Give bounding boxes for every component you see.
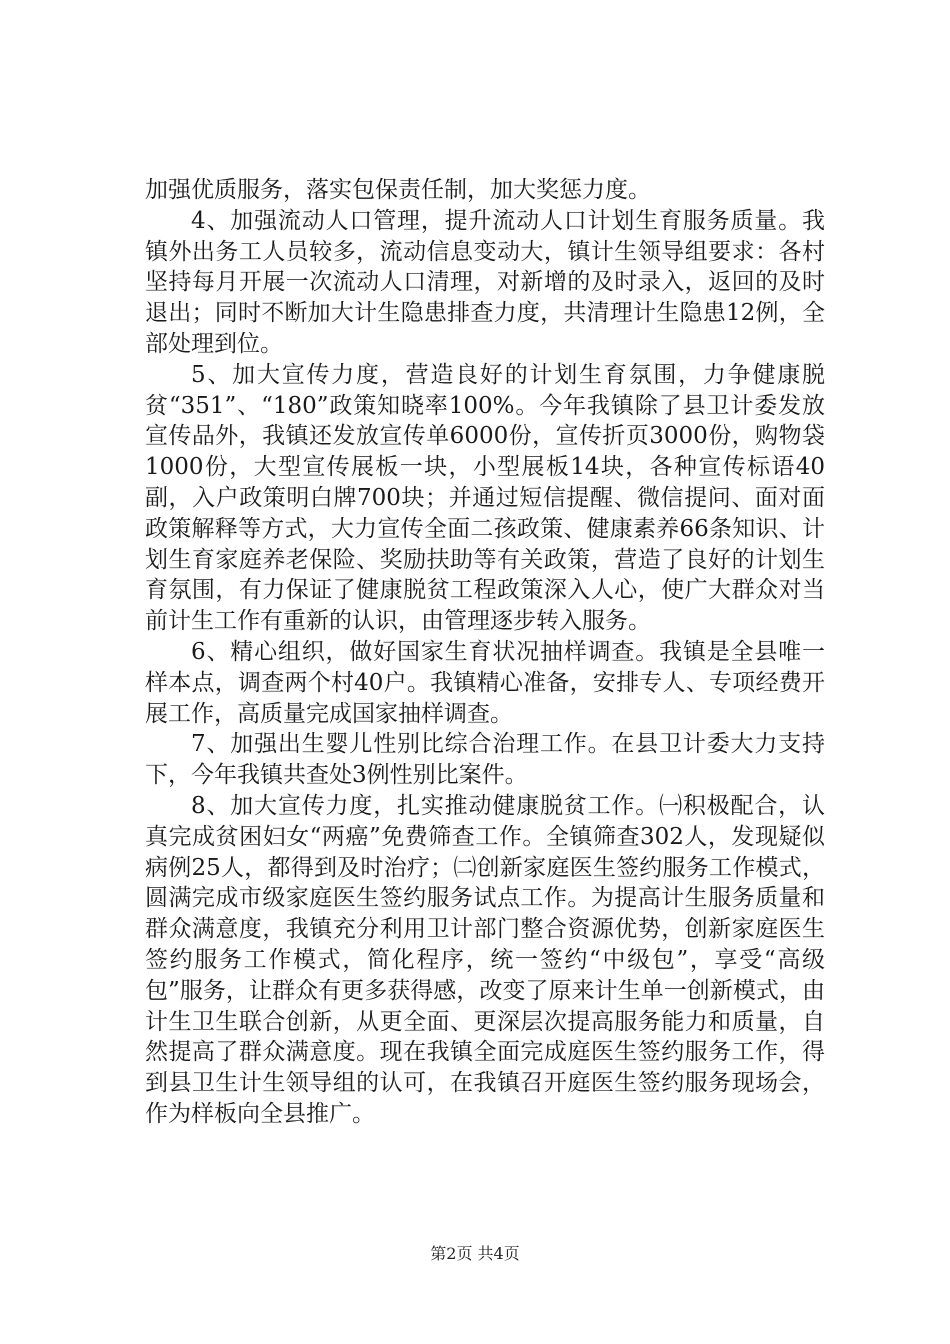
paragraph-6: 8、加大宣传力度，扎实推动健康脱贫工作。㈠积极配合，认真完成贫困妇女“两癌”免费筛查工作。全镇筛查302人，发现疑似病例25人，都得到及时治疗；㈡创新家庭医生签约服务工作模式，圆满完成市级家庭医生签约服务试点工作。为提高计生服务质量和群众满意度，我镇充分利用卫计部门整合资源优势，创新家庭医生签约服务工作模式，简化程序，统一签约“中级包”，享受“高级包”服务，让群众有更多获得感，改变了原来计生单一创新模式，由计生卫生联合创新，从更全面、更深层次提高服务能力和质量，自然提高了群众满意度。现在我镇全面完成庭医生签约服务工作，得到县卫生计生领导组的认可，在我镇召开庭医生签约服务现场会，作为样板向全县推广。 [145, 792, 825, 1127]
page-number-footer: 第2页 共4页 [430, 1244, 520, 1263]
paragraph-4: 6、精心组织，做好国家生育状况抽样调查。我镇是全县唯一样本点，调查两个村40户。我镇精心准备，安排专人、专项经费开展工作，高质量完成国家抽样调查。 [145, 638, 825, 727]
paragraph-5: 7、加强出生婴儿性别比综合治理工作。在县卫计委大力支持下，今年我镇共查处3例性别比案件。 [145, 731, 825, 789]
paragraph-2: 4、加强流动人口管理，提升流动人口计划生育服务质量。我镇外出务工人员较多，流动信息变动大，镇计生领导组要求：各村坚持每月开展一次流动人口清理，对新增的及时录入，返回的及时退出；同时不断加大计生隐患排查力度，共清理计生隐患12例，全部处理到位。 [145, 207, 825, 357]
paragraph-3: 5、加大宣传力度，营造良好的计划生育氛围，力争健康脱贫“351”、“180”政策知晓率100%。今年我镇除了县卫计委发放宣传品外，我镇还发放宣传单6000份，宣传折页3000份，购物袋1000份，大型宣传展板一块，小型展板14块，各种宣传标语40副，入户政策明白牌700块；并通过短信提醒、微信提问、面对面政策解释等方式，大力宣传全面二孩政策、健康素养66条知识、计划生育家庭养老保险、奖励扶助等有关政策，营造了良好的计划生育氛围，有力保证了健康脱贫工程政策深入人心，使广大群众对当前计生工作有重新的认识，由管理逐步转入服务。 [145, 361, 825, 635]
paragraph-1: 加强优质服务，落实包保责任制，加大奖惩力度。 [145, 177, 651, 203]
document-body [145, 175, 825, 1130]
